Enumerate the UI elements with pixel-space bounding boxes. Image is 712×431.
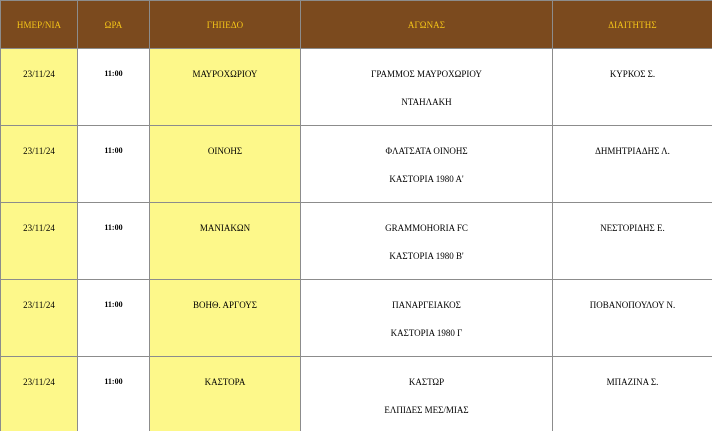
date-cell (1, 280, 78, 357)
referee-cell (553, 49, 712, 126)
home-team: ΚΑΣΤΩΡ (408, 377, 445, 387)
time-text: 11:00 (104, 69, 123, 78)
match-cell (301, 126, 553, 203)
header-row (1, 1, 712, 49)
time-cell (78, 280, 150, 357)
date-cell (1, 203, 78, 280)
match-cell (301, 280, 553, 357)
table-row (1, 357, 712, 431)
venue-text: ΒΟΗΘ. ΑΡΓΟΥΣ (192, 300, 257, 310)
header-venue: ΓΗΠΕΔΟ (150, 1, 301, 49)
referee-text: ΔΗΜΗΤΡΙΑΔΗΣ Λ. (595, 146, 670, 156)
home-team: ΦΛΑΤΣΑΤΑ ΟΙΝΟΗΣ (385, 146, 468, 156)
header-time: ΩΡΑ (78, 1, 150, 49)
away-team: ΚΑΣΤΟΡΙΑ 1980 Α' (389, 174, 464, 184)
referee-text: ΜΠΑΖΙΝΑ Σ. (606, 377, 659, 387)
match-cell (301, 357, 553, 431)
venue-cell (150, 280, 301, 357)
home-team: ΠΑΝΑΡΓΕΙΑΚΟΣ (392, 300, 461, 310)
away-team: ΚΑΣΤΟΡΙΑ 1980 Β' (389, 251, 464, 261)
header-date: ΗΜΕΡ/ΝΙΑ (1, 1, 78, 49)
venue-cell (150, 126, 301, 203)
time-cell (78, 357, 150, 431)
venue-text: ΟΙΝΟΗΣ (207, 146, 243, 156)
date-text: 23/11/24 (23, 223, 55, 233)
table-body (1, 49, 712, 431)
referee-cell (553, 126, 712, 203)
time-cell (78, 126, 150, 203)
date-text: 23/11/24 (23, 146, 55, 156)
table-row (1, 49, 712, 126)
venue-cell (150, 203, 301, 280)
referee-cell (553, 203, 712, 280)
away-team: ΕΛΠΙΔΕΣ ΜΕΣ/ΜΙΑΣ (384, 405, 469, 415)
match-cell (301, 203, 553, 280)
date-cell (1, 357, 78, 431)
table-row (1, 126, 712, 203)
referee-cell (553, 280, 712, 357)
venue-cell (150, 357, 301, 431)
date-text: 23/11/24 (23, 377, 55, 387)
date-cell (1, 49, 78, 126)
referee-text: ΠΟΒΑΝΟΠΟΥΛΟΥ Ν. (589, 300, 676, 310)
referee-cell (553, 357, 712, 431)
home-team: ΓΡΑΜΜΟΣ ΜΑΥΡΟΧΩΡΙΟΥ (371, 69, 482, 79)
match-cell (301, 49, 553, 126)
time-text: 11:00 (104, 146, 123, 155)
venue-text: ΜΑΝΙΑΚΩΝ (199, 223, 251, 233)
away-team: ΚΑΣΤΟΡΙΑ 1980 Γ (390, 328, 463, 338)
away-team: ΝΤΑΗΛΑΚΗ (401, 97, 452, 107)
venue-cell (150, 49, 301, 126)
time-cell (78, 203, 150, 280)
venue-text: ΚΑΣΤΟΡΑ (204, 377, 246, 387)
home-team: GRAMMOHORIA FC (385, 223, 468, 233)
date-text: 23/11/24 (23, 300, 55, 310)
header-referee: ΔΙΑΙΤΗΤΗΣ (553, 1, 712, 49)
referee-text: ΚΥΡΚΟΣ Σ. (609, 69, 656, 79)
referee-text: ΝΕΣΤΟΡΙΔΗΣ Ε. (600, 223, 665, 233)
date-text: 23/11/24 (23, 69, 55, 79)
time-text: 11:00 (104, 377, 123, 386)
table-row (1, 280, 712, 357)
table-row (1, 203, 712, 280)
date-cell (1, 126, 78, 203)
time-cell (78, 49, 150, 126)
time-text: 11:00 (104, 300, 123, 309)
header-match: ΑΓΩΝΑΣ (301, 1, 553, 49)
table-header (1, 1, 712, 49)
venue-text: ΜΑΥΡΟΧΩΡΙΟΥ (192, 69, 258, 79)
time-text: 11:00 (104, 223, 123, 232)
